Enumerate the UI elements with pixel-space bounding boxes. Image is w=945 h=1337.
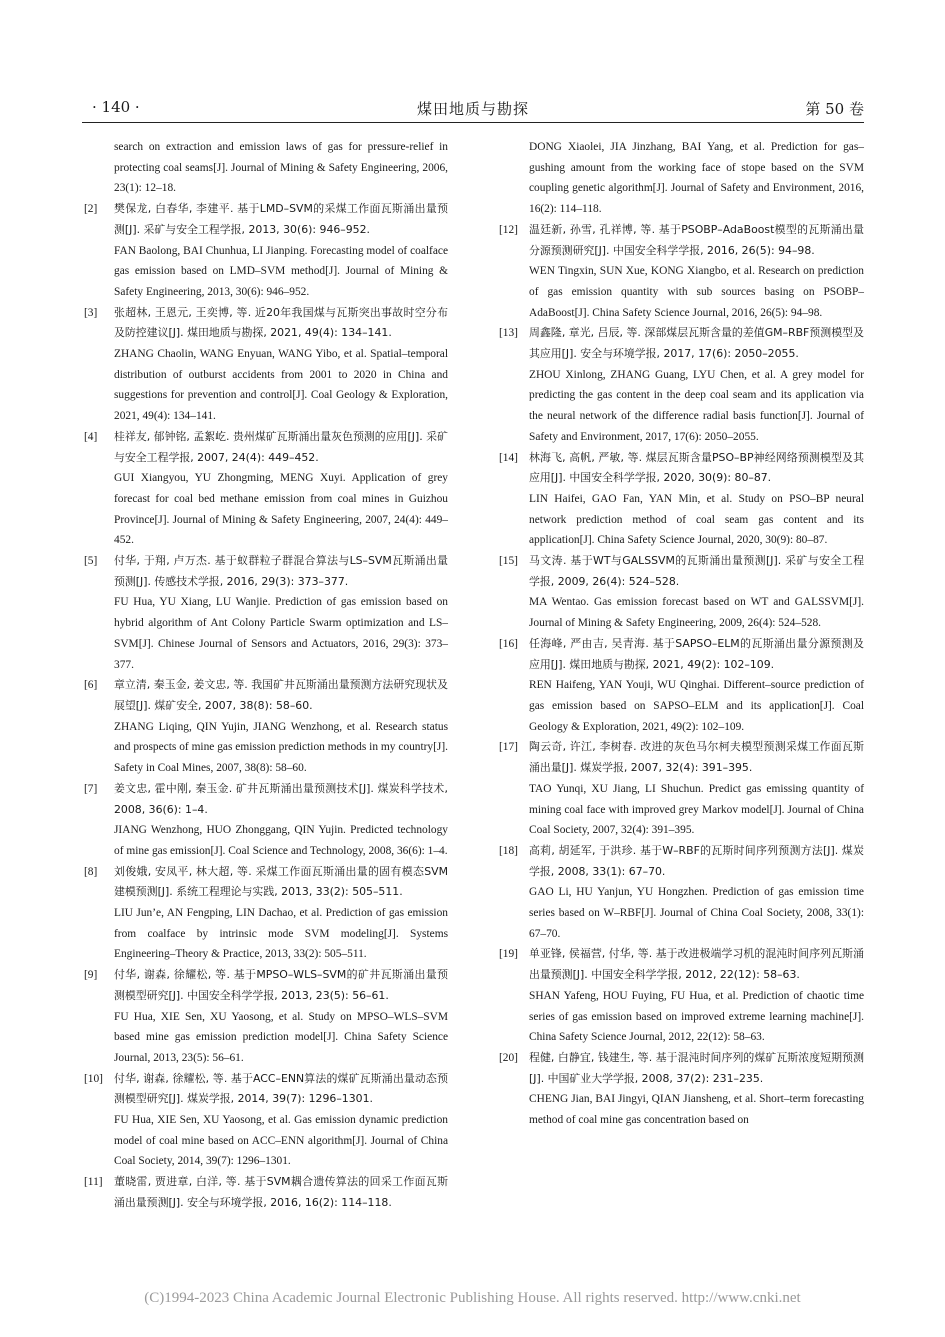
reference-continuation <box>499 137 864 220</box>
reference-cn: 周鑫隆, 章光, 吕辰, 等. 深部煤层瓦斯含量的差值GM–RBF预测模型及其应用[J]. 安全与环境学报, 2017, 17(6): 2050–2055. <box>529 326 864 361</box>
reference-number: [5] <box>84 555 98 568</box>
reference-number: [20] <box>499 1051 518 1064</box>
page-number: · 140 · <box>92 98 140 116</box>
reference-item <box>84 1172 448 1213</box>
reference-cn: 张超林, 王恩元, 王奕博, 等. 近20年我国煤与瓦斯突出事故时空分布及防控建议[J]. 煤田地质与勘探, 2021, 49(4): 134–141. <box>114 305 448 340</box>
reference-en: FU Hua, XIE Sen, XU Yaosong, et al. Study on MPSO–WLS–SVM based mine gas emission prediction model[J]. China Safety Science Journal, 2013, 23(5): 56–61. <box>114 1010 448 1064</box>
reference-item <box>84 427 448 551</box>
reference-continuation <box>84 137 448 199</box>
reference-item <box>84 303 448 427</box>
reference-en: GUI Xiangyou, YU Zhongming, MENG Xuyi. Application of grey forecast for coal bed methane emission from coal mines in Guizhou Province[J]. Journal of Mining & Safety Engineering, 2007, 24(4): 449–452. <box>114 472 448 547</box>
reference-cn: 单亚锋, 侯福营, 付华, 等. 基于改进极端学习机的混沌时间序列瓦斯涌出量预测[J]. 中国安全科学学报, 2012, 22(12): 58–63. <box>529 947 864 982</box>
reference-list-right <box>499 220 864 1131</box>
reference-item <box>84 965 448 1069</box>
left-column <box>84 137 448 1214</box>
reference-en: LIU Jun’e, AN Fengping, LIN Dachao, et al. Prediction of gas emission from coalface by intrinsic mode SVM modeling[J]. Systems Engineering–Theory & Practice, 2013, 33(2): 505–511. <box>114 907 448 961</box>
reference-item <box>84 199 448 303</box>
reference-cn: 程健, 白静宜, 钱建生, 等. 基于混沌时间序列的煤矿瓦斯浓度短期预测[J]. 中国矿业大学学报, 2008, 37(2): 231–235. <box>529 1050 864 1085</box>
reference-item <box>499 448 864 552</box>
reference-en: REN Haifeng, YAN Youji, WU Qinghai. Different–source prediction of gas emission based on SAPSO–ELM and its application[J]. Coal Geology & Exploration, 2021, 49(2): 102–109. <box>529 679 864 733</box>
reference-en: FAN Baolong, BAI Chunhua, LI Jianping. Forecasting model of coalface gas emission based on LMD–SVM method[J]. Journal of Mining & Safety Engineering, 2013, 30(6): 946–952. <box>114 244 448 298</box>
reference-item <box>499 323 864 447</box>
reference-item <box>499 841 864 945</box>
reference-item <box>499 634 864 738</box>
reference-cn: 陶云奇, 许江, 李树春. 改进的灰色马尔柯夫模型预测采煤工作面瓦斯涌出量[J]. 煤炭学报, 2007, 32(4): 391–395. <box>529 740 864 775</box>
reference-cn: 桂祥友, 郁钟铭, 孟絮屹. 贵州煤矿瓦斯涌出量灰色预测的应用[J]. 采矿与安全工程学报, 2007, 24(4): 449–452. <box>114 429 448 464</box>
reference-item <box>499 1048 864 1131</box>
reference-en: search on extraction and emission laws of gas for pressure-relief in protecting coal seams[J]. Journal of Mining & Safety Engineering, 2006, 23(1): 12–18. <box>114 141 448 195</box>
reference-en: WEN Tingxin, SUN Xue, KONG Xiangbo, et al. Research on prediction of gas emission quantity with sub sources basing on PSOBP–AdaBoost[J]. China Safety Science Journal, 2016, 26(5): 94–98. <box>529 265 864 319</box>
header-rule <box>82 122 864 123</box>
reference-item <box>499 737 864 841</box>
running-header <box>82 96 864 120</box>
reference-number: [9] <box>84 969 98 982</box>
reference-item <box>84 675 448 779</box>
reference-number: [2] <box>84 203 98 216</box>
reference-en: DONG Xiaolei, JIA Jinzhang, BAI Yang, et al. Prediction for gas–gushing amount from the working face of stope based on the SVM coupling genetic algorithm[J]. Journal of Safety and Environment, 2016, 16(2): 114–118. <box>529 141 864 216</box>
reference-number: [19] <box>499 948 518 961</box>
reference-item <box>84 1069 448 1173</box>
reference-en: LIN Haifei, GAO Fan, YAN Min, et al. Study on PSO–BP neural network prediction method of coal seam gas content and its application[J]. China Safety Science Journal, 2020, 30(9): 80–87. <box>529 492 864 547</box>
reference-cn: 付华, 谢森, 徐耀松, 等. 基于ACC–ENN算法的煤矿瓦斯涌出量动态预测模型研究[J]. 煤炭学报, 2014, 39(7): 1296–1301. <box>114 1071 448 1106</box>
copyright-footer: (C)1994-2023 China Academic Journal Electronic Publishing House. All rights reserved. http://www.cnki.net <box>144 1290 801 1306</box>
reference-en: ZHANG Chaolin, WANG Enyuan, WANG Yibo, et al. Spatial–temporal distribution of outburst accidents from 2001 to 2020 in China and suggestions for prevention and control[J]. Coal Geology & Exploration, 2021, 49(4): 134–141. <box>114 348 448 423</box>
reference-en: CHENG Jian, BAI Jingyi, QIAN Jiansheng, et al. Short–term forecasting method of coal mine gas concentration based on <box>529 1093 864 1127</box>
volume-label: 第 50 卷 <box>805 100 864 118</box>
reference-number: [3] <box>84 306 98 319</box>
reference-en: ZHOU Xinlong, ZHANG Guang, LYU Chen, et al. A grey model for predicting the gas content in the deep coal seam and its application via the neural network of the difference radial basis function[J]. Journal of Safety and Environment, 2017, 17(6): 2050–2055. <box>529 368 864 443</box>
reference-cn: 付华, 谢森, 徐耀松, 等. 基于MPSO–WLS–SVM的矿井瓦斯涌出量预测模型研究[J]. 中国安全科学学报, 2013, 23(5): 56–61. <box>114 968 448 1002</box>
reference-en: ZHANG Liqing, QIN Yujin, JIANG Wenzhong, et al. Research status and prospects of mine gas emission prediction methods in my country[J]. Safety in Coal Mines, 2007, 38(8): 58–60. <box>114 720 448 775</box>
right-column <box>499 137 864 1131</box>
reference-cn: 温廷新, 孙雪, 孔祥博, 等. 基于PSOBP–AdaBoost模型的瓦斯涌出量分源预测研究[J]. 中国安全科学学报, 2016, 26(5): 94–98. <box>529 222 864 257</box>
reference-number: [10] <box>84 1072 103 1085</box>
reference-cn: 章立清, 秦玉金, 姜文忠, 等. 我国矿井瓦斯涌出量预测方法研究现状及展望[J]. 煤矿安全, 2007, 38(8): 58–60. <box>114 678 448 712</box>
reference-number: [7] <box>84 782 98 795</box>
reference-cn: 樊保龙, 白春华, 李建平. 基于LMD–SVM的采煤工作面瓦斯涌出量预测[J]. 采矿与安全工程学报, 2013, 30(6): 946–952. <box>114 202 448 236</box>
reference-en: GAO Li, HU Yanjun, YU Hongzhen. Prediction of gas emission time series based on W–RBF[J]. Journal of China Coal Society, 2008, 33(1): 67–70. <box>529 886 864 940</box>
reference-number: [12] <box>499 223 518 236</box>
reference-number: [14] <box>499 451 518 464</box>
reference-en: MA Wentao. Gas emission forecast based on WT and GALSSVM[J]. Journal of Mining & Safety Engineering, 2009, 26(4): 524–528. <box>529 596 864 630</box>
reference-number: [17] <box>499 741 518 754</box>
reference-item <box>499 551 864 634</box>
reference-cn: 马文涛. 基于WT与GALSSVM的瓦斯涌出量预测[J]. 采矿与安全工程学报, 2009, 26(4): 524–528. <box>529 554 864 588</box>
reference-item <box>84 862 448 966</box>
reference-number: [16] <box>499 637 518 650</box>
reference-item <box>84 779 448 862</box>
reference-number: [18] <box>499 844 518 857</box>
reference-cn: 刘俊娥, 安凤平, 林大超, 等. 采煤工作面瓦斯涌出量的固有模态SVM建模预测[J]. 系统工程理论与实践, 2013, 33(2): 505–511. <box>114 864 448 899</box>
reference-cn: 任海峰, 严由吉, 吴青海. 基于SAPSO–ELM的瓦斯涌出量分源预测及应用[J]. 煤田地质与勘探, 2021, 49(2): 102–109. <box>529 636 864 671</box>
journal-title: 煤田地质与勘探 <box>416 100 529 118</box>
reference-number: [11] <box>84 1176 103 1189</box>
reference-item <box>499 220 864 324</box>
reference-cn: 付华, 于翔, 卢万杰. 基于蚁群粒子群混合算法与LS–SVM瓦斯涌出量预测[J]. 传感技术学报, 2016, 29(3): 373–377. <box>114 554 448 588</box>
reference-en: SHAN Yafeng, HOU Fuying, FU Hua, et al. Prediction of chaotic time series of gas emission based on improved extreme learning machine[J]. China Safety Science Journal, 2012, 22(12): 58–63. <box>529 989 864 1044</box>
reference-number: [4] <box>84 430 98 443</box>
reference-number: [6] <box>84 679 98 692</box>
reference-cn: 林海飞, 高帆, 严敏, 等. 煤层瓦斯含量PSO–BP神经网络预测模型及其应用[J]. 中国安全科学学报, 2020, 30(9): 80–87. <box>529 450 864 485</box>
reference-number: [13] <box>499 327 518 340</box>
reference-item <box>84 551 448 675</box>
reference-en: FU Hua, XIE Sen, XU Yaosong, et al. Gas emission dynamic prediction model of coal mine based on ACC–ENN algorithm[J]. Journal of China Coal Society, 2014, 39(7): 1296–1301. <box>114 1114 448 1168</box>
reference-item <box>499 944 864 1048</box>
reference-en: TAO Yunqi, XU Jiang, LI Shuchun. Predict gas emissing quantity of mining coal face with improved grey Markov model[J]. Journal of China Coal Society, 2007, 32(4): 391–395. <box>529 782 864 837</box>
reference-number: [8] <box>84 865 98 878</box>
reference-number: [15] <box>499 555 518 568</box>
reference-cn: 姜文忠, 霍中刚, 秦玉金. 矿井瓦斯涌出量预测技术[J]. 煤炭科学技术, 2008, 36(6): 1–4. <box>114 781 448 816</box>
reference-cn: 董晓雷, 贾进章, 白洋, 等. 基于SVM耦合遗传算法的回采工作面瓦斯涌出量预测[J]. 安全与环境学报, 2016, 16(2): 114–118. <box>114 1175 448 1209</box>
reference-en: JIANG Wenzhong, HUO Zhonggang, QIN Yujin. Predicted technology of mine gas emission[J]. Coal Science and Technology, 2008, 36(6): 1–4. <box>114 824 448 857</box>
reference-en: FU Hua, YU Xiang, LU Wanjie. Prediction of gas emission based on hybrid algorithm of Ant Colony Particle Swarm optimization and LS–SVM[J]. Chinese Journal of Sensors and Actuators, 2016, 29(3): 373–377. <box>114 596 448 671</box>
reference-cn: 高莉, 胡延军, 于洪珍. 基于W–RBF的瓦斯时间序列预测方法[J]. 煤炭学报, 2008, 33(1): 67–70. <box>529 843 864 878</box>
reference-list-left <box>84 199 448 1213</box>
